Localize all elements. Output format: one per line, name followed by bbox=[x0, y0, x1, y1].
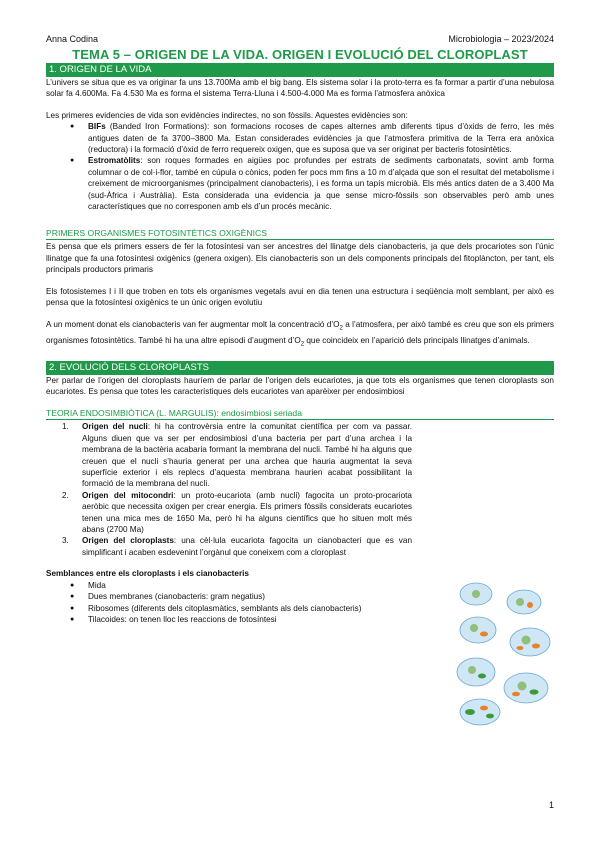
term-cloroplasts: Origen del cloroplasts bbox=[82, 536, 174, 546]
list-item bbox=[88, 121, 554, 155]
paragraph-evidence-intro: Les primeres evidencies de vida son evidències indirectes, no son fòssils. Aquestes evidències son: bbox=[46, 110, 408, 120]
paragraph-oxy-3 bbox=[46, 319, 554, 351]
text-run: que coincideix en l’aparició dels principals llinatges d’animals. bbox=[304, 335, 530, 345]
paragraph-oxy-2: Els fotosistemes I i II que troben en tots els organismes vegetals avui en dia tenen una estructura i seqüència molt semblant, per això es pensa que la fotosíntesi oxigènics te un únic origen evolutiu bbox=[46, 286, 554, 308]
page-header bbox=[46, 34, 554, 44]
paragraph-intro: L’univers se situa que es va originar fa uns 13.700Ma amb el big bang. Els sistema solar i la proto-terra es fa formar a partir d’una nebulosa solar fa 4.600Ma. Fa 4.530 Ma es forma el sistema Terra-Lluna i 4.500-4.000 Ma es forma l’atmosfera anòxica bbox=[46, 78, 554, 99]
evidence-list bbox=[46, 121, 554, 212]
cell-stage-6 bbox=[504, 673, 548, 703]
cell-stage-5 bbox=[457, 658, 495, 686]
item-number: 2. bbox=[62, 490, 69, 500]
list-item: ● Tilacoides: on tenen lloc les reaccions de fotosíntesi bbox=[88, 614, 554, 625]
section-heading-evolucio: 2. EVOLUCIÓ DELS CLOROPLASTS bbox=[46, 361, 554, 375]
document-page bbox=[46, 34, 554, 625]
term-bifs: BIFs bbox=[88, 122, 106, 132]
list-item bbox=[88, 155, 554, 212]
cell-stage-3 bbox=[460, 617, 496, 643]
paragraph-evolucio: Per parlar de l’origen del cloroplasts hauríem de parlar de l’origen dels eucariotes, ja que tots els organismes que tenen cloroplasts son eucariotes. Es pensa que totes les característiques dels eucariotes van aparèixer per endosimbiosi bbox=[46, 375, 554, 396]
list-item-text: : una cèl·lula eucariota fagocita un cianobacteri que es van simplificant i acaben esdevenint l’orgànul que coneixem com a cloroplast bbox=[82, 536, 412, 557]
document-title: TEMA 5 – ORIGEN DE LA VIDA. ORIGEN I EVOLUCIÓ DEL CLOROPLAST bbox=[72, 47, 528, 62]
list-item-text: (Banded Iron Formations): son formacions rocoses de capes alternes amb diferents tipus d’òxids de ferro, les més antigues daten de fa 3700–3800 Ma. Estan considerades evidències ja que l’atmosfera primitiva de la Terra era anòxica (reductora) i la formació d’òxid de ferro requereix oxigen, que es suposa que va ser originat per bacteris fotosintètics. bbox=[88, 122, 554, 155]
subscript: 2 bbox=[300, 341, 305, 348]
item-number: 3. bbox=[62, 536, 69, 546]
list-item-text: : un proto-eucariota (amb nucli) fagocita un proto-procariota aeròbic que necessita oxigen per crear energia. Els primers fòssils considerats eucariotes tenen una mica mes de 1650 Ma, però hi ha alguns científics que ho situen molt més abans (2700 Ma) bbox=[82, 490, 412, 535]
term-nucli: Origen del nucli bbox=[82, 422, 148, 432]
list-item: ● Ribosomes (diferents dels citoplasmàtics, semblants als dels cianobacteris) bbox=[88, 603, 554, 614]
page-number: 1 bbox=[548, 800, 554, 810]
endosymbiosis-list bbox=[46, 421, 412, 558]
item-number: 1. bbox=[62, 422, 69, 432]
author: Anna Codina bbox=[46, 34, 99, 44]
list-item bbox=[46, 535, 412, 558]
list-item-text: : son roques formades en aigües poc profundes per estrats de sediments carbonatats, sovint amb forma columnar o de col·i-flor, també en cúpula o cònics, poden fer pocs mm fins a 10 m d’alçada que son el resultat del metabolisme i creixement de microorganismes (principalment cianobacteris), i es forma un tapís microbià. Els més antics daten de a 3.400 Ma (sud-Àfrica i Austràlia). Esta considerada una evidencia ja que sense micro-fòssils son observables però amb unes característiques que no corresponen amb els d’un procés mecànic. bbox=[88, 156, 554, 212]
similarities-heading: Semblances entre els cloroplasts i els cianobacteris bbox=[46, 569, 249, 579]
term-estromatolits: Estromatòlits bbox=[88, 156, 141, 166]
subheading-oxigenics: PRIMERS ORGANISMES FOTOSINTÈTICS OXIGÈNICS bbox=[46, 227, 554, 240]
paragraph-oxy-1: Es pensa que els primers essers de fer la fotosíntesi van ser ancestres del llinatge dels cianobacteris, ja que dels procariotes son l’únic llinatge que fa una fotosíntesi oxigènics (genera oxigen). Els cianobacteris son un dels components principals del fitoplàncton, per tant, els principals productors primaris bbox=[46, 242, 554, 275]
list-item bbox=[46, 421, 412, 489]
list-item: ● Dues membranes (cianobacteris: gram negatius) bbox=[88, 591, 554, 602]
text-run: A un moment donat els cianobacteris van fer augmentar molt la concentració d’O bbox=[46, 319, 340, 329]
cell-stage-7 bbox=[460, 699, 500, 725]
term-mitocondri: Origen del mitocondri bbox=[82, 490, 174, 500]
subheading-teoria: TEORIA ENDOSIMBIÒTICA (L. MARGULIS): endosimbiosi seriada bbox=[46, 407, 554, 420]
text-run: a l’atmosfera, per això també es creu que son els primers organismes fotosintètics. També hi ha una altre episodi d’augment d’O bbox=[46, 319, 554, 345]
list-item-text: : hi ha controvèrsia entre la comunitat científica per com va passar. Alguns diuen que va ser per endosimbiosi d’una bacteria per part d’una archea i la membrana de la bactèria acabaria formant la membrana del nucli. També hi ha alguns que creuen que el nucli s’hauria generat per una archea que hauria augmentat la seva superfície exterior i els replecs d’aquesta membrana haurien acabat possibilitant la formació de la membrana del nucli. bbox=[82, 422, 413, 489]
endosymbiosis-diagram bbox=[450, 580, 562, 728]
subscript: 2 bbox=[339, 325, 343, 332]
section-heading-origen: 1. ORIGEN DE LA VIDA bbox=[46, 63, 554, 77]
cell-stage-2 bbox=[507, 590, 541, 614]
list-item: ● Mida bbox=[88, 580, 554, 591]
list-item bbox=[46, 490, 412, 536]
course: Microbiologia – 2023/2024 bbox=[448, 34, 554, 44]
cell-stage-1 bbox=[460, 583, 492, 605]
cell-stage-4 bbox=[510, 628, 550, 656]
